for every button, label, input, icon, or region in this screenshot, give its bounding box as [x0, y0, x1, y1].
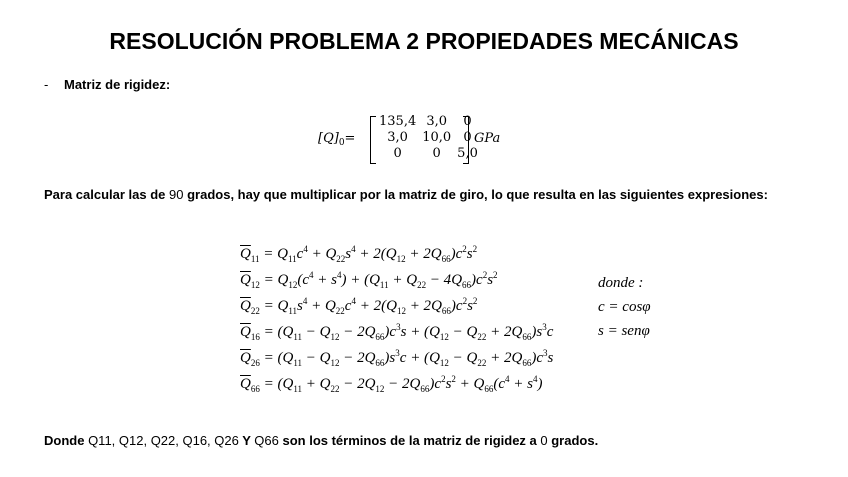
equation-q11: $\overline{Q}_{11} = Q_{11}c^4 + Q_{22}s^4 + 2(Q_{12} + 2Q_{66})c^2s^2$: [240, 244, 478, 264]
matrix-cell: 3,0: [387, 130, 408, 145]
where-heading: donde :: [598, 275, 644, 291]
definitions-block: [598, 271, 651, 343]
instruction-paragraph: Para calcular las de 90 grados, hay que multiplicar por la matriz de giro, lo que resulta en las siguientes expresiones:: [44, 187, 768, 202]
equation-q66: $\overline{Q}_{66} = (Q_{11} + Q_{22} - 2Q_{12} - 2Q_{66})c^2s^2 + Q_{66}(c^4 + s^4)$: [240, 374, 543, 394]
matrix-unit: GPa: [474, 131, 501, 146]
s-definition: s = senφ: [598, 323, 650, 339]
matrix-cell: 0: [432, 146, 441, 161]
transformed-stiffness-equations: [240, 236, 553, 392]
equation-q12: $\overline{Q}_{12} = Q_{12}(c^4 + s^4) + (Q_{11} + Q_{22} - 4Q_{66})c^2s^2$: [240, 270, 498, 290]
bullet-label: Matriz de rigidez:: [64, 77, 171, 92]
right-bracket: [463, 116, 469, 164]
matrix-cell: 0: [463, 130, 472, 145]
matrix-cell: 0: [463, 114, 472, 129]
matrix-lhs: $[Q]_0=$: [318, 131, 356, 148]
equation-q22: $\overline{Q}_{22} = Q_{11}s^4 + Q_{22}c^4 + 2(Q_{12} + 2Q_{66})c^2s^2$: [240, 296, 478, 316]
equation-q26: $\overline{Q}_{26} = (Q_{11} - Q_{12} - 2Q_{66})s^3c + (Q_{12} - Q_{22} + 2Q_{66})c^3s$: [240, 348, 554, 368]
bullet-dash: -: [44, 77, 49, 92]
c-definition: c = cosφ: [598, 299, 651, 315]
page-title: RESOLUCIÓN PROBLEMA 2 PROPIEDADES MECÁNICAS: [109, 28, 739, 54]
matrix-cell: 0: [393, 146, 402, 161]
matrix-cell: 3,0: [426, 114, 448, 129]
matrix-cell: 5,0: [457, 146, 478, 161]
matrix-cell: 10,0: [422, 130, 452, 145]
equation-q16: $\overline{Q}_{16} = (Q_{11} - Q_{12} - 2Q_{66})c^3s + (Q_{12} - Q_{22} + 2Q_{66})s^3c$: [240, 322, 554, 342]
matrix-cell: 135,4: [379, 114, 417, 129]
bullet-item: [44, 77, 170, 92]
footer-note: Donde Q11, Q12, Q22, Q16, Q26 Y Q66 son los términos de la matriz de rigidez a 0 grados.: [44, 433, 599, 448]
